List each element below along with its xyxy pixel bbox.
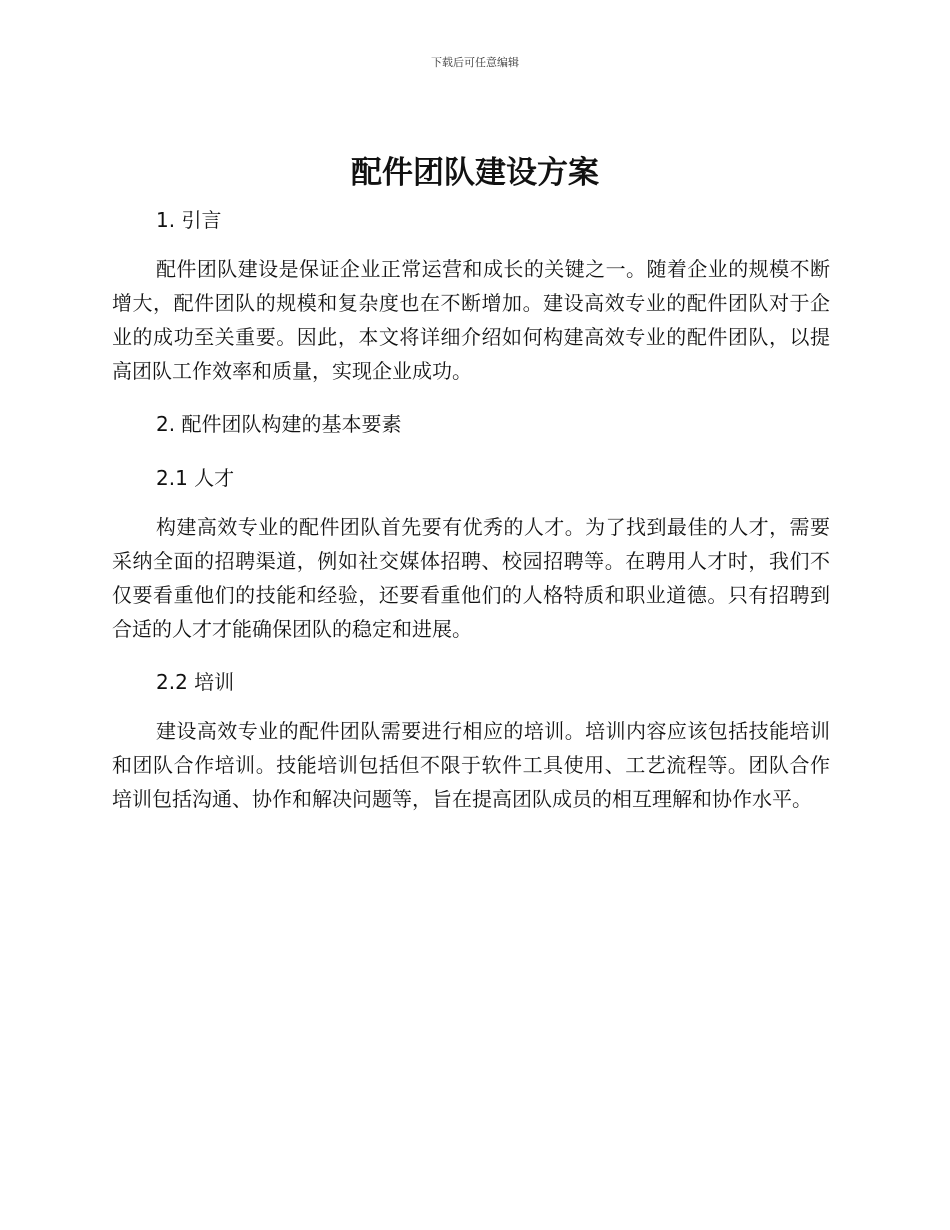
document-title: 配件团队建设方案	[351, 155, 599, 191]
spacer	[112, 446, 830, 456]
section-heading-training: 2.2 培训	[156, 670, 235, 694]
spacer	[112, 242, 830, 252]
paragraph-intro: 配件团队建设是保证企业正常运营和成长的关键之一。随着企业的规模不断增大，配件团队的规模和复杂度也在不断增加。建设高效专业的配件团队对于企业的成功至关重要。因此，本文将详细介绍如何构建高效专业的配件团队，以提高团队工作效率和质量，实现企业成功。	[112, 257, 830, 383]
section-heading-elements: 2. 配件团队构建的基本要素	[156, 412, 402, 436]
spacer	[112, 646, 830, 660]
document-body	[112, 198, 830, 816]
header-note: 下载后可任意编辑	[431, 56, 519, 69]
spacer	[112, 500, 830, 510]
spacer	[112, 704, 830, 714]
section-heading-talent: 2.1 人才	[156, 466, 235, 490]
spacer	[112, 388, 830, 402]
paragraph-training: 建设高效专业的配件团队需要进行相应的培训。培训内容应该包括技能培训和团队合作培训。技能培训包括但不限于软件工具使用、工艺流程等。团队合作培训包括沟通、协作和解决问题等，旨在提高团队成员的相互理解和协作水平。	[112, 719, 830, 811]
paragraph-talent: 构建高效专业的配件团队首先要有优秀的人才。为了找到最佳的人才，需要采纳全面的招聘渠道，例如社交媒体招聘、校园招聘等。在聘用人才时，我们不仅要看重他们的技能和经验，还要看重他们的人格特质和职业道德。只有招聘到合适的人才才能确保团队的稳定和进展。	[112, 515, 830, 641]
section-heading-intro: 1. 引言	[156, 208, 222, 232]
